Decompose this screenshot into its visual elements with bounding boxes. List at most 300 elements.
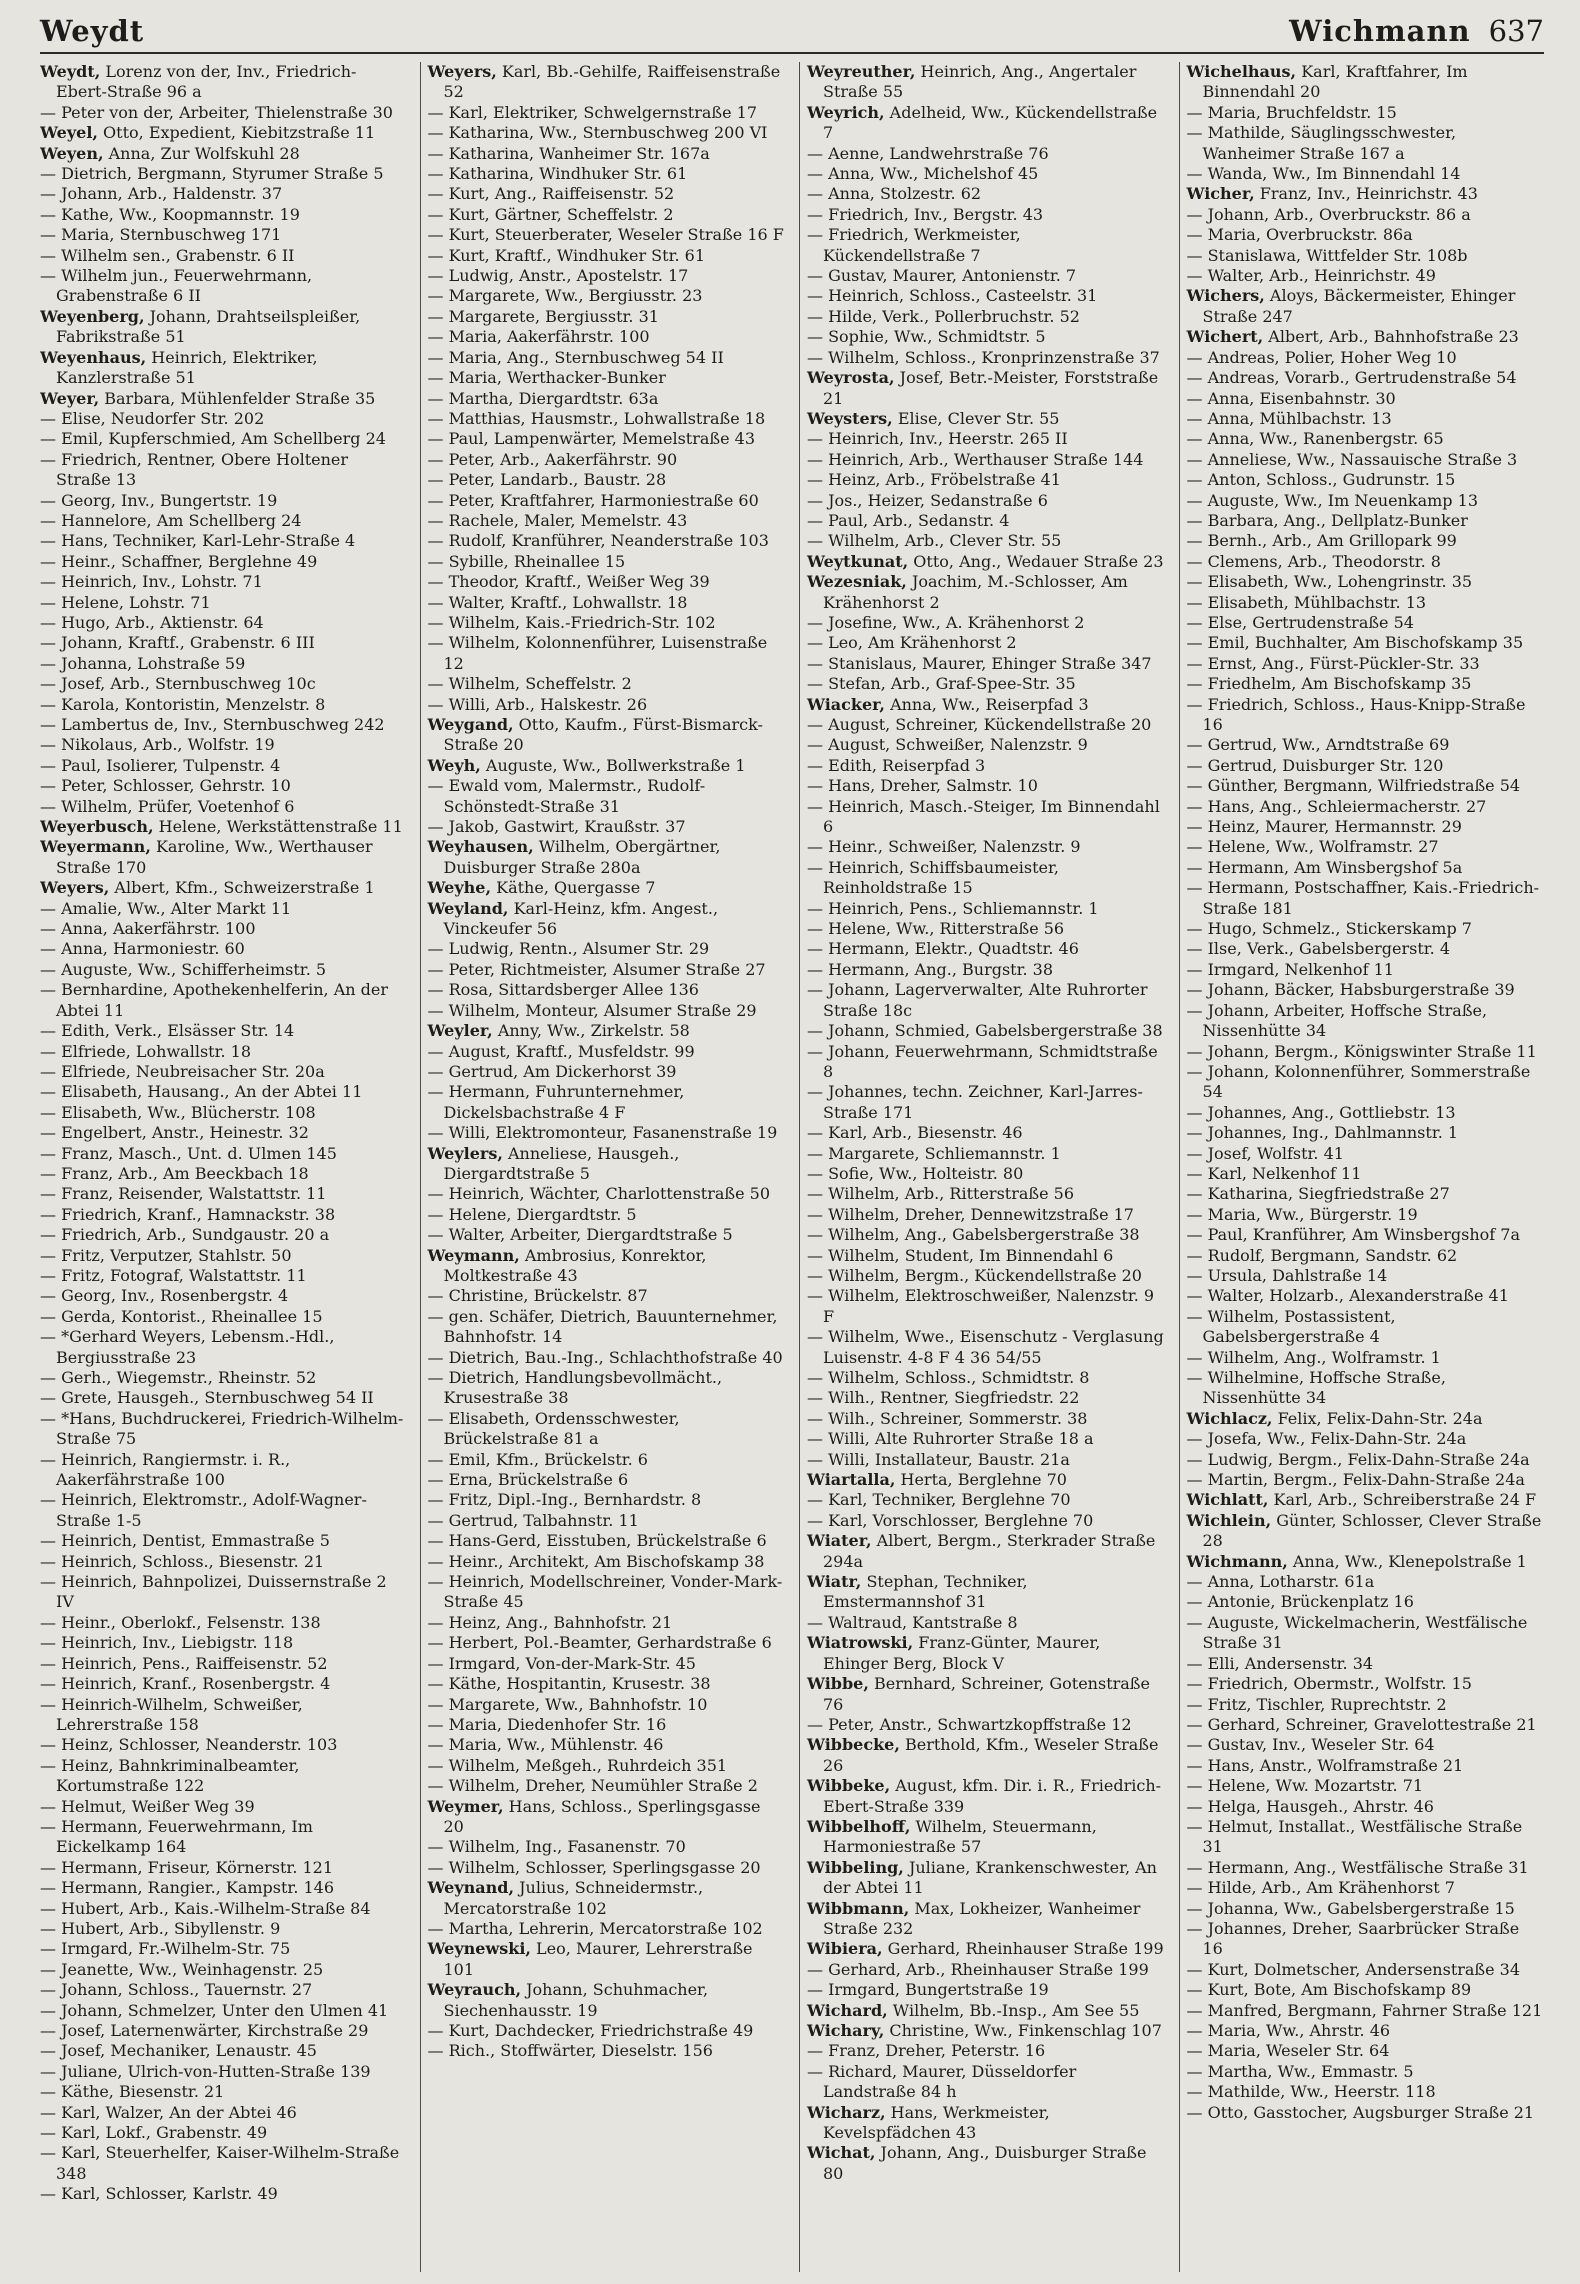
- directory-entry: [807, 756, 1165, 776]
- entry-details: — Wilhelm, Wwe., Eisenschutz - Verglasung Luisenstr. 4-8 F 4 36 54/55: [807, 1327, 1164, 1367]
- entry-details: Hans, Werkmeister, Kevelspfädchen 43: [823, 2102, 1050, 2143]
- entry-details: — Aenne, Landwehrstraße 76: [807, 143, 1049, 163]
- entry-details: — Helga, Hausgeh., Ahrstr. 46: [1186, 1796, 1434, 1816]
- directory-entry: [1187, 1695, 1545, 1715]
- directory-entry: [428, 103, 786, 123]
- entry-details: — Irmgard, Fr.-Wilhelm-Str. 75: [40, 1939, 291, 1959]
- directory-entry: [40, 899, 406, 919]
- directory-entry: [428, 1042, 786, 1062]
- entry-surname: Wiartalla,: [807, 1470, 896, 1490]
- directory-entry: [40, 960, 406, 980]
- entry-details: — Elisabeth, Ww., Lohengrinstr. 35: [1186, 572, 1473, 592]
- entry-details: — Clemens, Arb., Theodorstr. 8: [1186, 551, 1441, 571]
- entry-details: — Wilhelm, Dreher, Neumühler Straße 2: [427, 1776, 758, 1796]
- directory-entry: [1187, 1450, 1545, 1470]
- directory-entry: [40, 1062, 406, 1082]
- directory-entry: [1187, 2021, 1545, 2041]
- entry-details: — Josef, Arb., Sternbuschweg 10c: [40, 674, 316, 694]
- entry-details: — Heinr., Oberlokf., Felsenstr. 138: [40, 1612, 321, 1632]
- directory-entry: [428, 470, 786, 490]
- entry-details: — Wilhelm, Schlosser, Sperlingsgasse 20: [427, 1857, 761, 1877]
- directory-entry: [807, 1409, 1165, 1429]
- directory-entry: [807, 1327, 1165, 1368]
- entry-details: — Wilhelm jun., Feuerwehrmann, Grabenstraße 6 II: [40, 266, 313, 306]
- entry-details: — Willi, Elektromonteur, Fasanenstraße 19: [427, 1123, 778, 1143]
- entry-details: — Fritz, Fotograf, Walstattstr. 11: [40, 1265, 307, 1285]
- entry-details: Auguste, Ww., Bollwerkstraße 1: [480, 755, 746, 775]
- directory-entry: [428, 1878, 786, 1919]
- directory-entry: [428, 939, 786, 959]
- directory-entry: [428, 1225, 786, 1245]
- entry-surname: Wiatr,: [807, 1572, 862, 1592]
- entry-details: — Heinrich, Elektromstr., Adolf-Wagner-Straße 1-5: [40, 1490, 367, 1530]
- entry-details: — Heinr., Schaffner, Berglehne 49: [40, 551, 318, 571]
- directory-entry: [428, 123, 786, 143]
- directory-entry: [807, 409, 1165, 429]
- directory-entry: [40, 1797, 406, 1817]
- directory-entry: [428, 1858, 786, 1878]
- directory-entry: [428, 1348, 786, 1368]
- directory-entry: [40, 1205, 406, 1225]
- entry-details: Karl-Heinz, kfm. Angest., Vinckeufer 56: [443, 898, 719, 939]
- entry-surname: Weyer,: [40, 388, 100, 408]
- entry-details: — Fritz, Dipl.-Ing., Bernhardstr. 8: [427, 1490, 702, 1510]
- directory-entry: [1187, 1490, 1545, 1510]
- directory-entry: [807, 470, 1165, 490]
- entry-details: Johann, Schuhmacher, Siechenhausstr. 19: [443, 1980, 709, 2020]
- directory-entry: [40, 266, 406, 307]
- directory-entry: [40, 2062, 406, 2082]
- directory-entry: [428, 205, 786, 225]
- entry-details: — Johanna, Ww., Gabelsbergerstraße 15: [1186, 1898, 1515, 1918]
- directory-column: [799, 62, 1165, 2272]
- entry-details: — Mathilde, Ww., Heerstr. 118: [1186, 2082, 1436, 2102]
- entry-surname: Wichert,: [1186, 327, 1264, 347]
- entry-details: Otto, Ang., Wedauer Straße 23: [908, 551, 1164, 571]
- directory-entry: [40, 1368, 406, 1388]
- entry-details: — Edith, Verk., Elsässer Str. 14: [40, 1021, 295, 1041]
- directory-entry: [428, 429, 786, 449]
- entry-details: — Heinr., Architekt, Am Bischofskamp 38: [427, 1551, 765, 1571]
- entry-details: — Ernst, Ang., Fürst-Pückler-Str. 33: [1186, 653, 1480, 673]
- directory-entry: [428, 1286, 786, 1306]
- entry-surname: Weylers,: [427, 1143, 503, 1163]
- entry-details: — Johann, Arbeiter, Hoffsche Straße, Nissenhütte 34: [1186, 1000, 1488, 1041]
- entry-details: — Rosa, Sittardsberger Allee 136: [427, 980, 699, 1000]
- entry-surname: Wichary,: [807, 2021, 885, 2040]
- directory-entry: [807, 1388, 1165, 1408]
- directory-entry: [428, 1572, 786, 1613]
- entry-details: Leo, Maurer, Lehrerstraße 101: [443, 1939, 753, 1979]
- entry-details: — Fritz, Verputzer, Stahlstr. 50: [40, 1245, 292, 1265]
- directory-entry: [40, 1164, 406, 1184]
- entry-details: — Bernh., Arb., Am Grillopark 99: [1186, 531, 1457, 551]
- entry-surname: Wibbeling,: [807, 1857, 904, 1877]
- entry-details: — Georg, Inv., Rosenbergstr. 4: [40, 1286, 289, 1306]
- directory-entry: [428, 368, 786, 388]
- directory-entry: [428, 1715, 786, 1735]
- entry-details: — August, Schreiner, Kückendellstraße 20: [807, 715, 1152, 734]
- directory-entry: [1187, 1042, 1545, 1062]
- entry-details: — Helmut, Installat., Westfälische Straße 31: [1186, 1816, 1523, 1857]
- directory-entry: [1187, 593, 1545, 613]
- entry-details: Adelheid, Ww., Kückendellstraße 7: [823, 102, 1158, 143]
- directory-entry: [1187, 1164, 1545, 1184]
- entry-details: Franz, Inv., Heinrichstr. 43: [1254, 184, 1478, 204]
- entry-details: Aloys, Bäckermeister, Ehinger Straße 247: [1202, 286, 1516, 326]
- directory-entry: [40, 1327, 406, 1368]
- entry-details: — Martha, Ww., Emmastr. 5: [1186, 2061, 1414, 2081]
- entry-details: — Gertrud, Talbahnstr. 11: [427, 1510, 639, 1530]
- directory-column: [1179, 62, 1545, 2272]
- entry-surname: Wibbecke,: [807, 1735, 900, 1755]
- directory-entry: [428, 1552, 786, 1572]
- entry-details: — Wilhelm, Scheffelstr. 2: [427, 674, 632, 694]
- entry-details: — Anna, Lotharstr. 61a: [1186, 1572, 1375, 1592]
- entry-details: — Kurt, Dolmetscher, Andersenstraße 34: [1186, 1959, 1521, 1979]
- directory-entry: [40, 1572, 406, 1613]
- directory-entry: [40, 2103, 406, 2123]
- entry-details: — Irmgard, Von-der-Mark-Str. 45: [427, 1653, 696, 1673]
- entry-details: — Margarete, Bergiusstr. 31: [427, 306, 659, 326]
- entry-details: — Stanislawa, Wittfelder Str. 108b: [1186, 245, 1468, 265]
- entry-details: — Wilhelm, Student, Im Binnendahl 6: [807, 1245, 1114, 1265]
- directory-entry: [807, 797, 1165, 838]
- entry-details: — Heinz, Maurer, Hermannstr. 29: [1186, 817, 1462, 837]
- entry-details: Günter, Schlosser, Clever Straße 28: [1202, 1510, 1542, 1551]
- directory-entry: [40, 1735, 406, 1755]
- entry-details: — Gerda, Kontorist., Rheinallee 15: [40, 1306, 323, 1326]
- directory-entry: [40, 1960, 406, 1980]
- entry-surname: Wicher,: [1186, 184, 1255, 204]
- directory-entry: [1187, 1225, 1545, 1245]
- directory-entry: [1187, 327, 1545, 347]
- directory-entry: [807, 266, 1165, 286]
- entry-details: — Dietrich, Bergmann, Styrumer Straße 5: [40, 164, 384, 184]
- directory-entry: [40, 1674, 406, 1694]
- directory-entry: [807, 62, 1165, 103]
- entry-details: — Heinz, Schlosser, Neanderstr. 103: [40, 1735, 338, 1755]
- directory-entry: [428, 1695, 786, 1715]
- entry-details: — Matthias, Hausmstr., Lohwallstraße 18: [427, 408, 766, 428]
- entry-details: — Hans, Ang., Schleiermacherstr. 27: [1186, 796, 1487, 816]
- directory-entry: [40, 1817, 406, 1858]
- directory-entry: [428, 62, 786, 103]
- entry-details: Gerhard, Rheinhauser Straße 199: [882, 1939, 1164, 1959]
- entry-details: — Johann, Arb., Overbruckstr. 86 a: [1186, 204, 1471, 224]
- directory-entry: [428, 1633, 786, 1653]
- entry-details: Heinrich, Elektriker, Kanzlerstraße 51: [56, 347, 318, 388]
- entry-details: — Waltraud, Kantstraße 8: [807, 1612, 1018, 1632]
- entry-details: — Wilhelm, Dreher, Dennewitzstraße 17: [807, 1204, 1134, 1224]
- directory-entry: [807, 1490, 1165, 1510]
- entry-details: — Elfriede, Lohwallstr. 18: [40, 1041, 252, 1061]
- entry-surname: Wichlatt,: [1186, 1490, 1269, 1510]
- directory-entry: [1187, 572, 1545, 592]
- entry-surname: Weyers,: [40, 878, 110, 898]
- entry-details: — Andreas, Polier, Hoher Weg 10: [1186, 347, 1457, 367]
- directory-entry: [40, 307, 406, 348]
- entry-details: — Friedrich, Inv., Bergstr. 43: [807, 204, 1044, 224]
- entry-details: — Hugo, Schmelz., Stickerskamp 7: [1186, 919, 1472, 939]
- directory-entry: [1187, 817, 1545, 837]
- directory-entry: [1187, 184, 1545, 204]
- directory-entry: [40, 633, 406, 653]
- directory-entry: [40, 756, 406, 776]
- directory-entry: [40, 980, 406, 1021]
- directory-entry: [1187, 491, 1545, 511]
- entry-details: — Hermann, Postschaffner, Kais.-Friedrich-Straße 181: [1186, 878, 1540, 918]
- directory-entry: [428, 1939, 786, 1980]
- entry-details: — Peter, Anstr., Schwartzkopffstraße 12: [807, 1714, 1132, 1734]
- directory-entry: [807, 327, 1165, 347]
- entry-details: — Kurt, Bote, Am Bischofskamp 89: [1186, 1980, 1472, 2000]
- directory-entry: [807, 429, 1165, 449]
- directory-entry: [1187, 205, 1545, 225]
- directory-entry: [428, 674, 786, 694]
- entry-details: — Willi, Installateur, Baustr. 21a: [807, 1449, 1070, 1469]
- directory-entry: [1187, 246, 1545, 266]
- directory-entry: [807, 837, 1165, 857]
- directory-entry: [40, 1531, 406, 1551]
- directory-entry: [40, 837, 406, 878]
- entry-surname: Weyen,: [40, 143, 104, 163]
- entry-details: — Edith, Reiserpfad 3: [807, 755, 986, 775]
- entry-surname: Wibiera,: [807, 1939, 883, 1959]
- directory-entry: [40, 1123, 406, 1143]
- entry-details: — Auguste, Wickelmacherin, Westfälische Straße 31: [1186, 1612, 1528, 1653]
- directory-entry: [40, 552, 406, 572]
- directory-entry: [807, 348, 1165, 368]
- entry-surname: Weyermann,: [40, 837, 151, 857]
- entry-details: — Gertrud, Am Dickerhorst 39: [427, 1061, 677, 1081]
- entry-details: — Fritz, Tischler, Ruprechtstr. 2: [1186, 1694, 1447, 1714]
- directory-entry: [40, 1756, 406, 1797]
- directory-entry: [428, 572, 786, 592]
- entry-details: Stephan, Techniker, Emstermannshof 31: [823, 1572, 1028, 1612]
- directory-entry: [807, 674, 1165, 694]
- directory-entry: [428, 1001, 786, 1021]
- directory-entry: [40, 2001, 406, 2021]
- directory-entry: [428, 1062, 786, 1082]
- directory-entry: [807, 531, 1165, 551]
- directory-entry: [40, 1654, 406, 1674]
- entry-details: Bernhard, Schreiner, Gotenstraße 76: [823, 1674, 1150, 1714]
- directory-entry: [428, 878, 786, 898]
- directory-entry: [1187, 1797, 1545, 1817]
- directory-entry: [40, 429, 406, 449]
- entry-details: — Peter, Richtmeister, Alsumer Straße 27: [427, 959, 766, 979]
- entry-surname: Weyers,: [427, 62, 497, 81]
- entry-details: — Auguste, Ww., Im Neuenkamp 13: [1186, 490, 1478, 510]
- directory-entry: [1187, 2001, 1545, 2021]
- entry-details: — Sofie, Ww., Holteistr. 80: [807, 1163, 1024, 1183]
- entry-details: — Juliane, Ulrich-von-Hutten-Straße 139: [40, 2061, 371, 2081]
- directory-entry: [1187, 633, 1545, 653]
- directory-entry: [807, 776, 1165, 796]
- directory-entry: [1187, 735, 1545, 755]
- directory-entry: [40, 1450, 406, 1491]
- entry-details: — Heinrich, Inv., Liebigstr. 118: [40, 1633, 294, 1653]
- entry-details: — Peter, Schlosser, Gehrstr. 10: [40, 776, 291, 796]
- directory-entry: [1187, 1511, 1545, 1552]
- directory-entry: [807, 1470, 1165, 1490]
- directory-entry: [807, 450, 1165, 470]
- entry-details: — Sophie, Ww., Schmidtstr. 5: [807, 327, 1046, 347]
- directory-entry: [1187, 837, 1545, 857]
- entry-details: — Wilhelm, Elektroschweißer, Nalenzstr. 9 F: [807, 1286, 1155, 1326]
- directory-entry: [1187, 1980, 1545, 2000]
- entry-details: — Wilhelm, Arb., Clever Str. 55: [807, 531, 1062, 551]
- directory-entry: [1187, 164, 1545, 184]
- entry-details: — Peter, Arb., Aakerfährstr. 90: [427, 449, 678, 469]
- entry-details: — Heinrich, Schloss., Casteelstr. 31: [807, 286, 1098, 306]
- entry-details: Juliane, Krankenschwester, An der Abtei 11: [823, 1857, 1157, 1898]
- entry-details: — Hermann, Ang., Burgstr. 38: [807, 959, 1054, 979]
- directory-entry: [40, 878, 406, 898]
- entry-details: — Gertrud, Ww., Arndtstraße 69: [1186, 735, 1450, 755]
- entry-details: — Karl, Walzer, An der Abtei 46: [40, 2102, 297, 2122]
- directory-entry: [40, 2082, 406, 2102]
- entry-details: — Emil, Buchhalter, Am Bischofskamp 35: [1186, 633, 1524, 653]
- directory-entry: [1187, 613, 1545, 633]
- entry-details: — Josef, Mechaniker, Lenaustr. 45: [40, 2041, 317, 2061]
- entry-details: — Richard, Maurer, Düsseldorfer Landstraße 84 h: [807, 2061, 1077, 2102]
- entry-details: — Helene, Diergardtstr. 5: [427, 1204, 637, 1224]
- directory-entry: [807, 1082, 1165, 1123]
- entry-details: — Ludwig, Rentn., Alsumer Str. 29: [427, 939, 710, 959]
- entry-details: — Hermann, Ang., Westfälische Straße 31: [1186, 1857, 1529, 1877]
- entry-details: Wilhelm, Bb.-Insp., Am See 55: [887, 2000, 1140, 2020]
- entry-details: — Heinz, Bahnkriminalbeamter, Kortumstraße 122: [40, 1755, 300, 1796]
- directory-entry: [807, 1980, 1165, 2000]
- entry-details: — Walter, Arb., Heinrichstr. 49: [1186, 266, 1436, 286]
- directory-entry: [807, 572, 1165, 613]
- directory-entry: [428, 327, 786, 347]
- directory-entry: [1187, 2103, 1545, 2123]
- directory-entry: [40, 1980, 406, 2000]
- entry-details: — Heinrich, Masch.-Steiger, Im Binnendahl 6: [807, 796, 1160, 837]
- directory-entry: [40, 715, 406, 735]
- directory-entry: [40, 225, 406, 245]
- directory-entry: [807, 1960, 1165, 1980]
- directory-entry: [428, 1511, 786, 1531]
- entry-details: — Hannelore, Am Schellberg 24: [40, 510, 302, 530]
- entry-details: — Josef, Laternenwärter, Kirchstraße 29: [40, 2021, 369, 2040]
- entry-details: Wilhelm, Obergärtner, Duisburger Straße 280a: [443, 837, 721, 877]
- directory-entry: [428, 409, 786, 429]
- page-number: 637: [1488, 14, 1544, 48]
- entry-surname: Weyrosta,: [807, 368, 895, 388]
- directory-entry: [1187, 695, 1545, 736]
- entry-surname: Weynand,: [427, 1878, 515, 1898]
- entry-details: — Willi, Alte Ruhrorter Straße 18 a: [807, 1429, 1094, 1449]
- entry-details: — Leo, Am Krähenhorst 2: [807, 633, 1017, 653]
- entry-details: — Walter, Arbeiter, Diergardtstraße 5: [427, 1225, 733, 1245]
- entry-surname: Wichers,: [1186, 286, 1265, 306]
- directory-entry: [807, 2001, 1165, 2021]
- directory-entry: [1187, 1144, 1545, 1164]
- directory-entry: [428, 1246, 786, 1287]
- entry-details: — Elli, Andersenstr. 34: [1186, 1653, 1374, 1673]
- entry-surname: Weydt,: [40, 62, 101, 81]
- directory-entry: [40, 2143, 406, 2184]
- entry-details: — Franz, Arb., Am Beeckbach 18: [40, 1163, 309, 1183]
- entry-surname: Wichmann,: [1186, 1551, 1288, 1571]
- directory-entry: [428, 1184, 786, 1204]
- directory-entry: [1187, 409, 1545, 429]
- entry-details: — Grete, Hausgeh., Sternbuschweg 54 II: [40, 1388, 374, 1408]
- entry-details: Anny, Ww., Zirkelstr. 58: [492, 1021, 690, 1041]
- entry-details: — Martin, Bergm., Felix-Dahn-Straße 24a: [1186, 1470, 1525, 1490]
- entry-details: — Johann, Arb., Haldenstr. 37: [40, 184, 283, 204]
- entry-details: — Gerhard, Schreiner, Gravelottestraße 21: [1186, 1714, 1537, 1734]
- entry-details: Elise, Clever Str. 55: [892, 408, 1060, 428]
- entry-details: — Johannes, Ing., Dahlmannstr. 1: [1186, 1123, 1459, 1143]
- directory-entry: [1187, 1368, 1545, 1409]
- directory-entry: [1187, 1715, 1545, 1735]
- entry-details: — Johannes, techn. Zeichner, Karl-Jarres-Straße 171: [807, 1082, 1143, 1122]
- directory-entry: [807, 633, 1165, 653]
- directory-entry: [428, 389, 786, 409]
- directory-entry: [428, 2021, 786, 2041]
- entry-details: — Paul, Kranführer, Am Winsbergshof 7a: [1186, 1225, 1521, 1245]
- entry-details: — Walter, Holzarb., Alexanderstraße 41: [1186, 1286, 1509, 1306]
- directory-entry: [1187, 1817, 1545, 1858]
- entry-details: — Heinrich, Pens., Raiffeisenstr. 52: [40, 1653, 328, 1673]
- entry-details: — Elise, Neudorfer Str. 202: [40, 408, 265, 428]
- directory-entry: [807, 980, 1165, 1021]
- entry-details: — Ludwig, Bergm., Felix-Dahn-Straße 24a: [1186, 1449, 1530, 1469]
- entry-surname: Wibbe,: [807, 1674, 869, 1694]
- directory-entry: [1187, 858, 1545, 878]
- entry-details: — Wilhelm, Prüfer, Voetenhof 6: [40, 796, 295, 816]
- directory-entry: [40, 2041, 406, 2061]
- entry-details: — Paul, Lampenwärter, Memelstraße 43: [427, 429, 755, 449]
- directory-entry: [40, 674, 406, 694]
- directory-entry: [1187, 1858, 1545, 1878]
- entry-details: — Franz, Reisender, Walstattstr. 11: [40, 1184, 327, 1204]
- entry-details: — Walter, Kraftf., Lohwallstr. 18: [427, 592, 688, 612]
- entry-details: — Wilhelm, Ing., Fasanenstr. 70: [427, 1837, 686, 1857]
- entry-details: — Margarete, Schliemannstr. 1: [807, 1143, 1061, 1163]
- directory-entry: [807, 184, 1165, 204]
- entry-details: Barbara, Mühlenfelder Straße 35: [99, 388, 376, 408]
- directory-entry: [1187, 1184, 1545, 1204]
- entry-details: Anna, Ww., Reiserpfad 3: [884, 694, 1089, 714]
- directory-entry: [40, 776, 406, 796]
- entry-details: — Maria, Weseler Str. 64: [1186, 2041, 1390, 2061]
- directory-entry: [807, 1817, 1165, 1858]
- directory-entry: [428, 980, 786, 1000]
- directory-entry: [807, 144, 1165, 164]
- entry-details: — Karl, Nelkenhof 11: [1186, 1163, 1362, 1183]
- directory-entry: [1187, 1286, 1545, 1306]
- directory-entry: [428, 613, 786, 633]
- directory-entry: [40, 613, 406, 633]
- entry-details: — Josefa, Ww., Felix-Dahn-Str. 24a: [1186, 1429, 1467, 1449]
- entry-surname: Weymann,: [427, 1245, 520, 1265]
- entry-details: Ambrosius, Konrektor, Moltkestraße 43: [443, 1245, 707, 1285]
- directory-entry: [807, 1429, 1165, 1449]
- entry-surname: Weysters,: [807, 408, 893, 428]
- entry-details: Felix, Felix-Dahn-Str. 24a: [1272, 1408, 1483, 1428]
- directory-entry: [807, 613, 1165, 633]
- directory-entry: [40, 1490, 406, 1531]
- directory-entry: [40, 695, 406, 715]
- entry-details: — Wilhelm, Schloss., Kronprinzenstraße 37: [807, 347, 1160, 367]
- entry-details: — Anna, Mühlbachstr. 13: [1186, 408, 1392, 428]
